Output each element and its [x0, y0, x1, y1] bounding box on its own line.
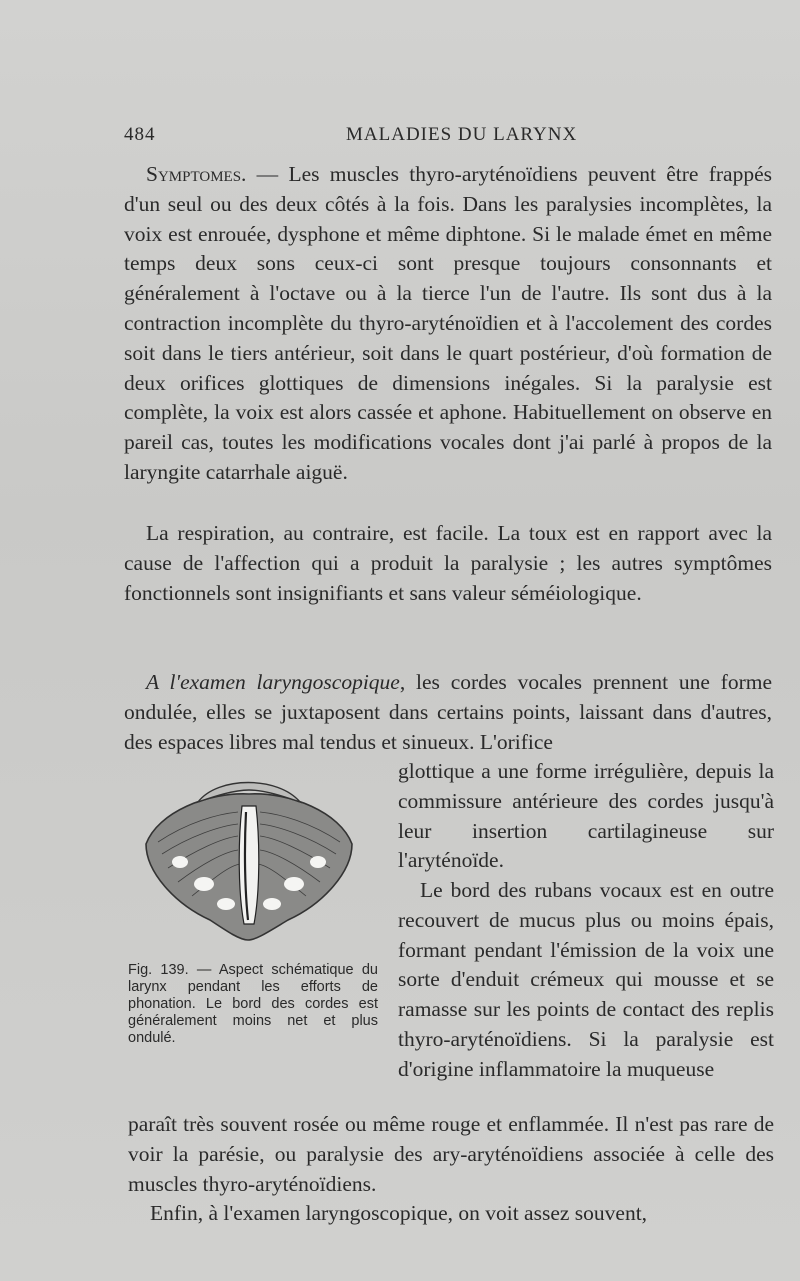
paragraph-text: , les cordes vocales prennent une forme ondulée, elles se juxtaposent dans certains points, laissant dans d'autres, des espaces libres mal tendus et sinueux. L'orifice: [124, 670, 773, 754]
italic-lead: A l'examen laryngoscopique: [146, 670, 400, 694]
paragraph-examen-continued: glottique a une forme irrégulière, depuis la commissure antérieure des cordes jusqu'à leur insertion cartilagineuse sur l'aryténoïde.: [398, 759, 774, 873]
paragraph-respiration: La respiration, au contraire, est facile. La toux est en rapport avec la cause de l'affection qui a produit la paralysie ; les autres symptômes fonctionnels sont insignifiants et sans valeur séméiologique.: [124, 521, 772, 605]
paragraph-rubans: Le bord des rubans vocaux est en outre recouvert de mucus plus ou moins épais, formant pendant l'émission de la voix une sorte d'enduit crémeux qui mousse et se ramasse sur les points de contact des replis thyro-aryténoïdiens. Si la paralysie est d'origine inflammatoire la muqueuse: [398, 878, 774, 1081]
paragraph-enfin: Enfin, à l'examen laryngoscopique, on voit assez souvent,: [150, 1201, 648, 1225]
paragraph-rubans-continued: paraît très souvent rosée ou même rouge et enflammée. Il n'est pas rare de voir la parésie, ou paralysie des ary-aryténoïdiens associée à celle des muscles thyro-aryténoïdiens.: [128, 1112, 774, 1196]
section-lead: Symptomes.: [146, 162, 247, 186]
running-title: MALADIES DU LARYNX: [346, 124, 578, 145]
running-header: [124, 118, 772, 148]
figure-caption: Fig. 139. — Aspect schématique du larynx pendant les efforts de phonation. Le bord des cordes est généralement moins net et plus ondulé.: [128, 962, 378, 1046]
page-number: 484: [124, 124, 156, 145]
paragraph-symptomes: [124, 160, 772, 488]
larynx-illustration: [138, 772, 360, 947]
paragraph-examen: [124, 668, 772, 757]
paragraph-text: — Les muscles thyro-aryténoïdiens peuvent être frappés d'un seul ou des deux côtés à la fois. Dans les paralysies incomplètes, la voix est enrouée, dysphone et même diphtone. Si le malade émet en même temps deux sons ceux-ci sont presque toujours consonnants et généralement à l'octave ou à la tierce l'un de l'autre. Ils sont dus à la contraction incomplète du thyro-aryténoïdien et à l'accolement des cordes soit dans le tiers antérieur, soit dans le quart postérieur, d'où formation de deux orifices glottiques de dimensions inégales. Si la paralysie est complète, la voix est alors cassée et aphone. Habituellement on observe en pareil cas, toutes les modifications vocales dont j'ai parlé à propos de la laryngite catarrhale aiguë.: [124, 162, 772, 484]
